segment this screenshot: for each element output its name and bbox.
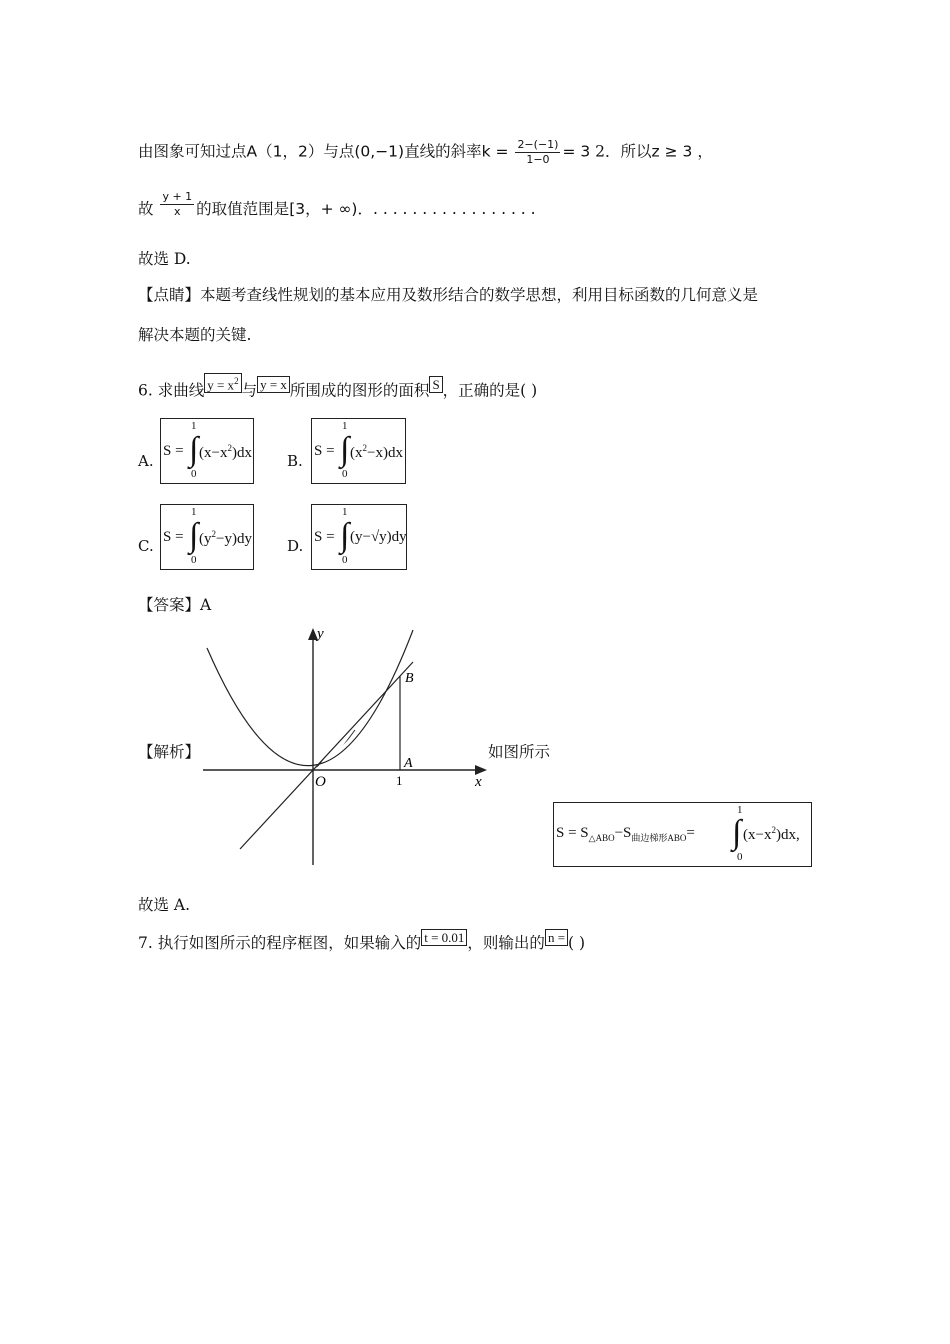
lower-limit: 0 [737, 851, 743, 863]
choose-a: 故选 A. [138, 896, 191, 914]
upper-limit: 1 [191, 506, 197, 518]
fraction-denominator: 1−0 [526, 153, 550, 166]
integrand-tail: )dx [231, 445, 252, 461]
integrand-body: (y [199, 531, 212, 547]
formula-s: S = S [556, 825, 589, 841]
option-letter: D. [287, 537, 304, 555]
parabola-curve [207, 630, 413, 766]
input-t-box: t = 0.01 [421, 929, 467, 946]
question-6 [138, 373, 537, 401]
text: 的取值范围是 [196, 200, 290, 218]
option-letter: B. [287, 452, 303, 470]
curve-2-box: y = x [257, 376, 290, 393]
z-condition: z ≥ 3 [651, 142, 693, 161]
integrand [199, 529, 252, 548]
tick-one-label: 1 [396, 773, 403, 788]
choose-d: 故选 D. [138, 250, 191, 268]
lhs: S = [314, 443, 335, 459]
fraction-numerator: y + 1 [162, 190, 193, 203]
fraction-denominator: x [174, 205, 181, 218]
integrand-tail: )dx, [775, 827, 800, 843]
text: ，正确的是( ) [442, 381, 538, 400]
curve-1: y = x [207, 377, 235, 393]
integral-sign: ∫ [189, 517, 199, 554]
analysis-text: 如图所示 [488, 743, 551, 761]
integral-sign: ∫ [340, 517, 350, 554]
upper-limit: 1 [737, 804, 743, 816]
answer-line [138, 594, 211, 616]
text: 由图象可知过点 [138, 142, 247, 161]
integrand-body: (x [350, 445, 363, 461]
output-n-box: n = [545, 929, 568, 946]
text: 6. 求曲线 [138, 381, 205, 400]
lower-limit: 0 [191, 554, 197, 566]
analysis-formula [553, 802, 812, 867]
text: 本题考查线性规划的基本应用及数形结合的数学思想，利用目标函数的几何意义是 [200, 286, 759, 304]
formula-minus: −S [614, 825, 632, 841]
option-d-formula [311, 504, 407, 570]
slope-fraction [515, 138, 560, 167]
lhs: S = [314, 529, 335, 545]
exponent: 2 [211, 529, 216, 539]
text: 与 [241, 381, 258, 400]
exponent: 2 [227, 443, 232, 453]
text: 7. 执行如图所示的程序框图，如果输入的 [138, 934, 422, 952]
option-a-formula [160, 418, 254, 484]
answer-value: A [200, 596, 212, 614]
line-y-equals-x [240, 662, 413, 849]
lower-limit: 0 [342, 554, 348, 566]
upper-limit: 1 [342, 506, 348, 518]
text: ， [697, 142, 713, 161]
analysis-tag: 【解析】 [138, 743, 201, 761]
option-c-formula [160, 504, 254, 570]
value-range: [3，+ ∞) [289, 200, 358, 218]
lhs: S = [163, 443, 184, 459]
point-a: A（1，2） [246, 142, 324, 161]
integrand [350, 443, 403, 462]
upper-limit: 1 [191, 420, 197, 432]
text: 直线的斜率 [404, 142, 482, 161]
dianjing-line-2: 解决本题的关键. [138, 326, 252, 344]
text: ( ) [568, 934, 586, 952]
origin-label: O [315, 774, 326, 790]
text: ，则输出的 [467, 934, 545, 952]
point-b: (0,−1) [354, 142, 405, 161]
integrand-body: (x−x [199, 445, 228, 461]
point-a-label: A [404, 756, 413, 771]
answer-tag: 【答案】 [138, 596, 201, 614]
dots: ．. . . . . . . . . . . . . . . . . [357, 200, 536, 218]
point-b-label: B [405, 671, 414, 686]
option-b-formula [311, 418, 406, 484]
formula-lhs [556, 825, 695, 844]
exponent: 2 [234, 376, 239, 386]
integrand: (y−√y)dy [350, 529, 407, 545]
solution-line-2 [138, 190, 536, 220]
upper-limit: 1 [342, 420, 348, 432]
area-symbol: S [429, 376, 442, 393]
subscript-triangle: △ABO [588, 833, 615, 843]
lower-limit: 0 [191, 468, 197, 480]
parabola-line-graph [195, 620, 495, 870]
lower-limit: 0 [342, 468, 348, 480]
integral-sign: ∫ [340, 431, 350, 468]
x-axis-label: x [475, 774, 482, 790]
integrand [199, 443, 252, 462]
curve-1-box [204, 373, 241, 393]
exponent: 2 [771, 825, 776, 835]
fraction-numerator: 2−(−1) [517, 138, 559, 151]
integrand-tail: −y)dy [216, 531, 252, 547]
question-7 [138, 929, 585, 954]
dianjing-line-1 [138, 284, 758, 306]
formula-eq: = [686, 825, 695, 841]
slope-value: = 3 [562, 142, 591, 161]
integral-sign: ∫ [189, 431, 199, 468]
integrand [743, 825, 800, 844]
integral-sign: ∫ [732, 814, 742, 851]
text: 2．所以 [595, 142, 652, 161]
slope-k: k = [481, 142, 509, 161]
dianjing-tag: 【点睛】 [138, 286, 201, 304]
option-letter: C. [138, 537, 154, 555]
text: 所围成的图形的面积 [289, 381, 430, 400]
text: 故 [138, 200, 154, 218]
exponent: 2 [362, 443, 367, 453]
integrand-body: (x−x [743, 827, 772, 843]
solution-line-1 [138, 138, 713, 167]
integrand-tail: −x)dx [367, 445, 403, 461]
ratio-fraction [160, 190, 194, 219]
y-axis-label: y [317, 626, 324, 642]
subscript-trapezoid: 曲边梯形ABO [631, 833, 687, 843]
text: 与点 [323, 142, 355, 161]
option-letter: A. [138, 452, 154, 470]
lhs: S = [163, 529, 184, 545]
